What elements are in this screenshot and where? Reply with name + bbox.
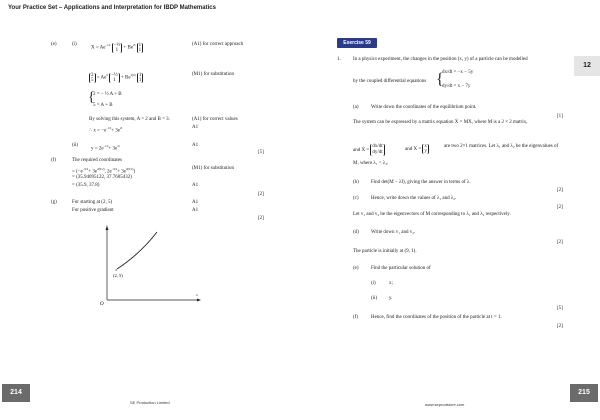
part-f-line2: = ($-e^{-9/2}+ 3e^{2(9/2)}$, $2e^{-9/2}+ 3e^{2(9/2)}$) xyxy=(72,167,136,175)
part-f-label: (f) xyxy=(51,158,56,163)
part-e-ii-label: (ii) xyxy=(72,143,79,148)
e-label: (e) xyxy=(353,266,359,271)
a-text: Write down the coordinates of the equilibrium point. xyxy=(371,105,477,110)
part-f-line4: = (35.9, 37.8) xyxy=(72,183,100,188)
part-e-label: (e) xyxy=(51,42,57,47)
x-axis-arrow xyxy=(197,299,201,302)
right-page-number: 215 xyxy=(570,384,598,402)
c-marks: [2] xyxy=(557,205,563,210)
m-where-text: M, where λ₁ < λ₂. xyxy=(353,161,389,166)
left-footer: SE Production Limited xyxy=(130,400,170,405)
part-f-line2-note: (M1) for substitution xyxy=(192,166,234,171)
e-i-label: (i) xyxy=(371,281,376,286)
q-intro: In a physics experiment, the changes in the position (x, y) of a particle can be modelled xyxy=(353,57,528,62)
part-f-line1: The required coordinates xyxy=(72,158,122,163)
chapter-tab: 12 xyxy=(574,56,600,76)
part-e-solve-note: (A1) for correct values xyxy=(192,117,238,122)
eq1: dx/dt = −x − 5y xyxy=(442,70,474,75)
e-ii-label: (ii) xyxy=(371,296,378,301)
e-marks: [5] xyxy=(557,306,563,311)
part-g-line1: For starting at (2, 5) xyxy=(72,200,113,205)
system-brace: { xyxy=(88,90,95,105)
q-number: 1. xyxy=(337,57,341,62)
y-axis-label: y xyxy=(106,224,108,228)
part-e-x: ∴ $x = -e^{-t/2}+ 3e^{2t}$ xyxy=(89,126,123,134)
b-text: Find det(M − λI), giving the answer in terms of λ. xyxy=(371,180,471,185)
coupled-text: by the coupled differential equations xyxy=(353,79,427,84)
and-x-matrix: and X = x y xyxy=(405,144,427,154)
part-g-line1-note: A1 xyxy=(192,200,199,205)
e-i-text: x; xyxy=(389,281,393,286)
a-label: (a) xyxy=(353,105,359,110)
initial-text: The particle is initially at (9, 1). xyxy=(353,249,417,254)
start-point-icon: × xyxy=(115,267,118,272)
part-e-y-note: A1 xyxy=(192,143,199,148)
f-label: (f) xyxy=(353,315,358,320)
part-g-marks: [2] xyxy=(258,216,264,221)
part-e-solve: By solving this system, A = 2 and B = 3. xyxy=(89,117,170,122)
origin-label: O xyxy=(100,302,104,307)
b-marks: [2] xyxy=(557,188,563,193)
c-label: (c) xyxy=(353,196,359,201)
part-g-line2-note: A1 xyxy=(192,208,199,213)
exercise-badge: Exercise 59 xyxy=(337,38,377,48)
part-g-line2: For positive gradient xyxy=(72,208,114,213)
part-e-line1-note: (A1) for correct approach xyxy=(192,42,244,47)
f-marks: [2] xyxy=(557,324,563,329)
x-axis-label: x xyxy=(196,293,198,297)
d-label: (d) xyxy=(353,230,359,235)
a-marks: [1] xyxy=(557,114,563,119)
part-e-sys1: 2 = − ½ A + B xyxy=(93,92,122,97)
part-g-label: (g) xyxy=(51,200,57,205)
part-e-i-label: (i) xyxy=(72,42,77,47)
left-page-number: 214 xyxy=(2,384,30,402)
system-text: The system can be expressed by a matrix equation Ẋ = MX, where M is a 2 × 2 matrix, xyxy=(353,120,528,125)
b-label: (b) xyxy=(353,180,359,185)
are-two-text: are two 2×1 matrices. Let λ₁ and λ₂ be the eigenvalues of xyxy=(444,144,559,149)
f-text: Hence, find the coordinates of the position of the particle at t = 1. xyxy=(371,315,502,320)
solution-curve xyxy=(117,232,157,269)
part-e-marks: [5] xyxy=(258,150,264,155)
sketch-graph xyxy=(95,224,205,314)
eq2: dy/dt = x − 7y xyxy=(442,84,471,89)
part-e-x-note: A1 xyxy=(192,125,199,130)
part-e-sys2: 5 = A + B xyxy=(93,103,113,108)
e-text: Find the particular solution of xyxy=(371,266,431,271)
coupled-brace: { xyxy=(436,71,444,88)
d-text: Write down v₁ and v₂. xyxy=(371,230,416,235)
part-e-y: $y = 2e^{-t/2}+ 3e^{2t}$ xyxy=(91,144,120,152)
point-label: (2, 5) xyxy=(113,273,123,278)
right-footer: www.seprodstore.com xyxy=(425,402,465,407)
part-f-line3: = (35.94095122, 37.7605432) xyxy=(72,175,132,180)
e-ii-text: y. xyxy=(389,296,393,301)
let-text: Let v₁ and v₂ be the eigenvectors of M corresponding to λ₁ and λ₂ respectively. xyxy=(353,212,511,217)
and-xdot: and Ẋ = dx/dt dy/dt xyxy=(353,144,383,155)
part-e-line1: $X = Ae^{-t/2}$ −½ $1 + Be^{2t}$ 1 1 xyxy=(91,42,142,53)
c-text: Hence, write down the values of λ₁ and λ₂. xyxy=(371,196,457,201)
part-e-line2-note: (M1) for substitution xyxy=(192,72,234,77)
part-e-line2: 2 $5 = Ae^0$ −½ $1 + Be^{2(0)}$ 1 1 xyxy=(91,72,142,83)
part-f-marks: [2] xyxy=(258,192,264,197)
d-marks: [2] xyxy=(557,240,563,245)
part-f-line4-note: A1 xyxy=(192,183,199,188)
book-title: Your Practice Set – Applications and Interpretation for IBDP Mathematics xyxy=(8,5,216,11)
